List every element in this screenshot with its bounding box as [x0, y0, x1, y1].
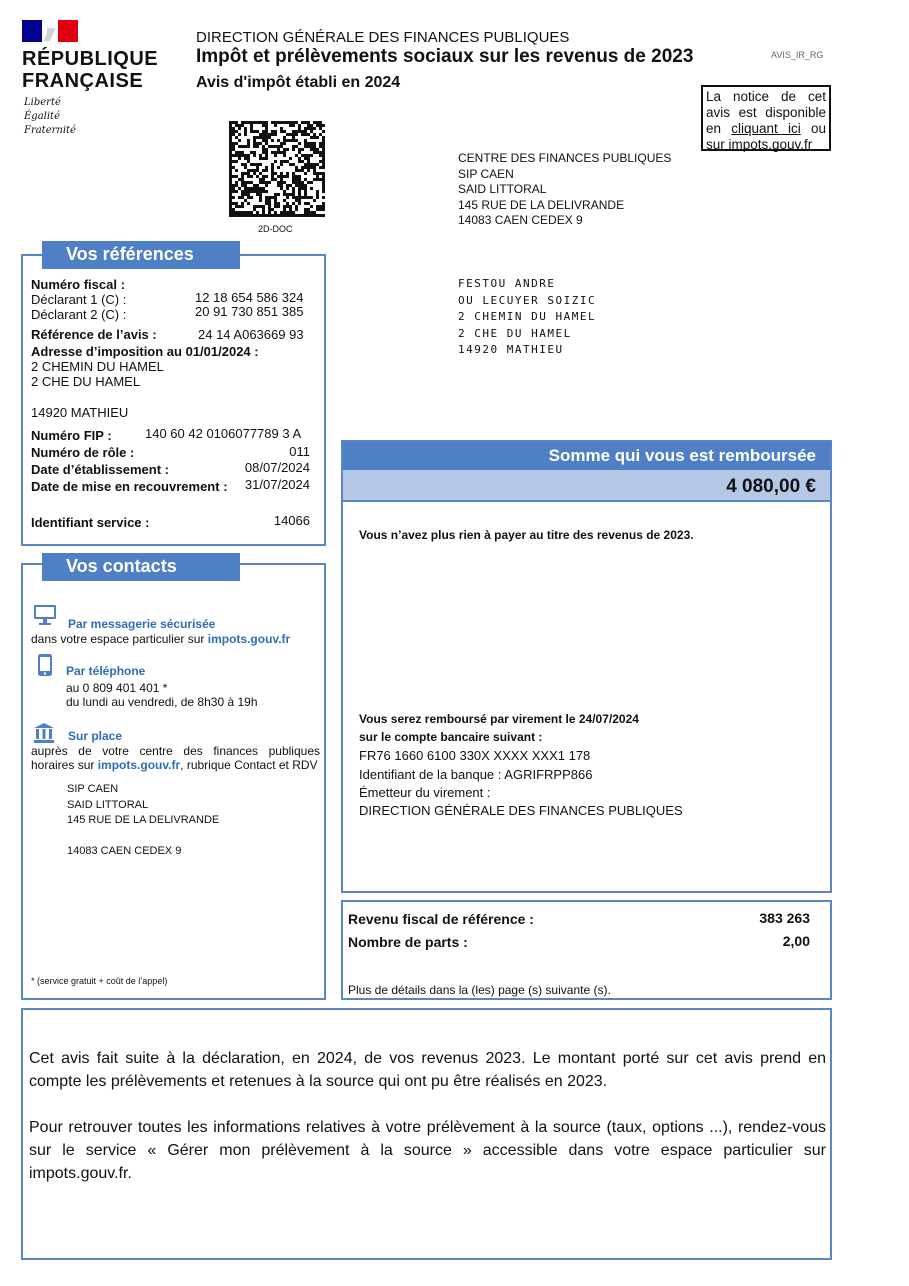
doc-code: AVIS_IR_RG	[771, 50, 824, 60]
agency-name: DIRECTION GÉNÉRALE DES FINANCES PUBLIQUES	[196, 29, 570, 46]
logo-line-1: RÉPUBLIQUE	[22, 48, 159, 70]
rfr-label: Revenu fiscal de référence :	[348, 911, 534, 927]
sur-place-text-2a: horaires sur	[31, 758, 95, 772]
motto-egalite: Égalité	[24, 111, 60, 122]
info-paragraph-2: Pour retrouver toutes les informations relatives à votre prélèvement à la source (taux, options ...), rendez-vous sur le service « Gérer mon prélèvement à la source » accessible dans votre espace particulier sur impots.gouv.fr.	[29, 1119, 826, 1182]
bank-id: Identifiant de la banque : AGRIFRPP866	[359, 767, 593, 782]
office-line: SAID LITTORAL	[67, 798, 149, 811]
ref-avis-value: 24 14 A063669 93	[198, 327, 304, 342]
office-line	[67, 829, 219, 845]
contacts-title: Vos contacts	[42, 553, 240, 581]
sender-line: SAID LITTORAL	[458, 182, 547, 196]
etab-label: Date d’établissement :	[31, 462, 169, 477]
declarant2-label: Déclarant 2 (C) :	[31, 307, 127, 322]
references-title: Vos références	[42, 241, 240, 269]
sender-line: 145 RUE DE LA DELIVRANDE	[458, 197, 625, 212]
recipient-address	[458, 276, 596, 359]
motto-liberte: Liberté	[24, 97, 61, 108]
virement-line-1: Vous serez remboursé par virement le 24/07/2024	[359, 712, 639, 726]
messagerie-title: Par messagerie sécurisée	[68, 617, 216, 631]
building-icon	[32, 722, 56, 744]
fip-label: Numéro FIP :	[31, 428, 112, 443]
declarant1-label: Déclarant 1 (C) :	[31, 292, 127, 307]
role-value: 011	[289, 444, 310, 459]
ref-avis-label: Référence de l’avis :	[31, 327, 157, 342]
sender-address	[458, 151, 671, 229]
recipient-line: 14920 MATHIEU	[458, 343, 564, 356]
republique-francaise-logo	[22, 20, 159, 138]
refund-title: Somme qui vous est remboursée	[343, 442, 830, 470]
office-line: 145 RUE DE LA DELIVRANDE	[67, 814, 220, 826]
sur-place-link[interactable]: impots.gouv.fr	[97, 758, 181, 772]
info-paragraph-1: Cet avis fait suite à la déclaration, en 2024, de vos revenus 2023. Le montant porté sur cet avis prend en compte les prélèvements et retenues à la source qui ont pu être réalisés en 2023.	[29, 1050, 826, 1090]
refund-box	[341, 440, 832, 893]
sender-line: CENTRE DES FINANCES PUBLIQUES	[458, 151, 672, 165]
messagerie-text-label: dans votre espace particulier sur	[31, 632, 205, 646]
emetteur-value: DIRECTION GÉNÉRALE DES FINANCES PUBLIQUES	[359, 803, 683, 818]
computer-icon	[33, 604, 57, 626]
sender-line: SIP CAEN	[458, 166, 514, 181]
contacts-footnote: * (service gratuit + coût de l’appel)	[31, 976, 168, 986]
sender-line: 14083 CAEN CEDEX 9	[458, 213, 583, 227]
fip-value: 140 60 42 0106077789 3 A	[145, 426, 302, 441]
qr-code-icon	[229, 121, 325, 217]
etab-value: 08/07/2024	[244, 460, 310, 475]
office-address	[67, 782, 219, 860]
recouv-value: 31/07/2024	[244, 477, 310, 492]
emetteur-label: Émetteur du virement :	[359, 785, 491, 800]
motto-fraternite: Fraternité	[24, 125, 76, 136]
parts-value: 2,00	[782, 933, 810, 949]
recipient-line: FESTOU ANDRE	[458, 277, 556, 290]
declarant2-value: 20 91 730 851 385	[195, 304, 304, 319]
adresse-line-1: 2 CHEMIN DU HAMEL	[31, 359, 164, 374]
marianne-flag-icon	[22, 20, 78, 42]
office-line: 14083 CAEN CEDEX 9	[67, 845, 182, 857]
service-label: Identifiant service :	[31, 515, 150, 530]
phone-icon	[37, 653, 53, 677]
page-subtitle: Avis d'impôt établi en 2024	[196, 74, 401, 91]
iban-value: FR76 1660 6100 330X XXXX XXX1 178	[359, 748, 591, 763]
notice-text-2: ou sur impots.gouv.fr	[706, 121, 826, 152]
recipient-line: 2 CHE DU HAMEL	[458, 326, 572, 340]
sur-place-text-1: auprès de votre centre des finances publiques	[31, 744, 320, 758]
qr-label: 2D-DOC	[258, 224, 293, 234]
notice-text-1: La notice de cet avis est disponible en	[706, 89, 826, 136]
page-title: Impôt et prélèvements sociaux sur les revenus de 2023	[196, 46, 694, 67]
sur-place-title: Sur place	[68, 729, 123, 743]
details-note: Plus de détails dans la (les) page (s) suivante (s).	[348, 983, 611, 997]
telephone-title: Par téléphone	[66, 664, 146, 678]
telephone-number[interactable]: au 0 809 401 401 *	[66, 681, 168, 695]
messagerie-link[interactable]: impots.gouv.fr	[207, 632, 291, 646]
recipient-line: 2 CHEMIN DU HAMEL	[458, 310, 597, 323]
telephone-hours: du lundi au vendredi, de 8h30 à 19h	[66, 695, 258, 709]
nothing-to-pay-text: Vous n’avez plus rien à payer au titre des revenus de 2023.	[359, 528, 694, 542]
parts-label: Nombre de parts :	[348, 934, 468, 950]
numero-fiscal-label: Numéro fiscal :	[31, 277, 125, 292]
service-value: 14066	[273, 513, 310, 528]
sur-place-text-2b: , rubrique Contact et RDV	[180, 758, 318, 772]
recouv-label: Date de mise en recouvrement :	[31, 479, 228, 494]
role-label: Numéro de rôle :	[31, 445, 135, 460]
adresse-line-2: 2 CHE DU HAMEL	[31, 374, 141, 389]
adresse-line-3: 14920 MATHIEU	[31, 405, 129, 420]
virement-line-2: sur le compte bancaire suivant :	[359, 730, 543, 744]
notice-box	[701, 85, 831, 151]
rfr-value: 383 263	[759, 910, 810, 926]
office-line: SIP CAEN	[67, 783, 119, 795]
messagerie-text	[31, 632, 290, 646]
sur-place-text-2	[31, 758, 318, 772]
notice-link[interactable]: cliquant ici	[731, 121, 801, 136]
refund-amount: 4 080,00 €	[343, 470, 830, 502]
declarant1-value: 12 18 654 586 324	[195, 290, 304, 305]
adresse-label: Adresse d’imposition au 01/01/2024 :	[31, 344, 259, 359]
recipient-line: OU LECUYER SOIZIC	[458, 293, 597, 307]
logo-line-2: FRANÇAISE	[22, 70, 144, 92]
